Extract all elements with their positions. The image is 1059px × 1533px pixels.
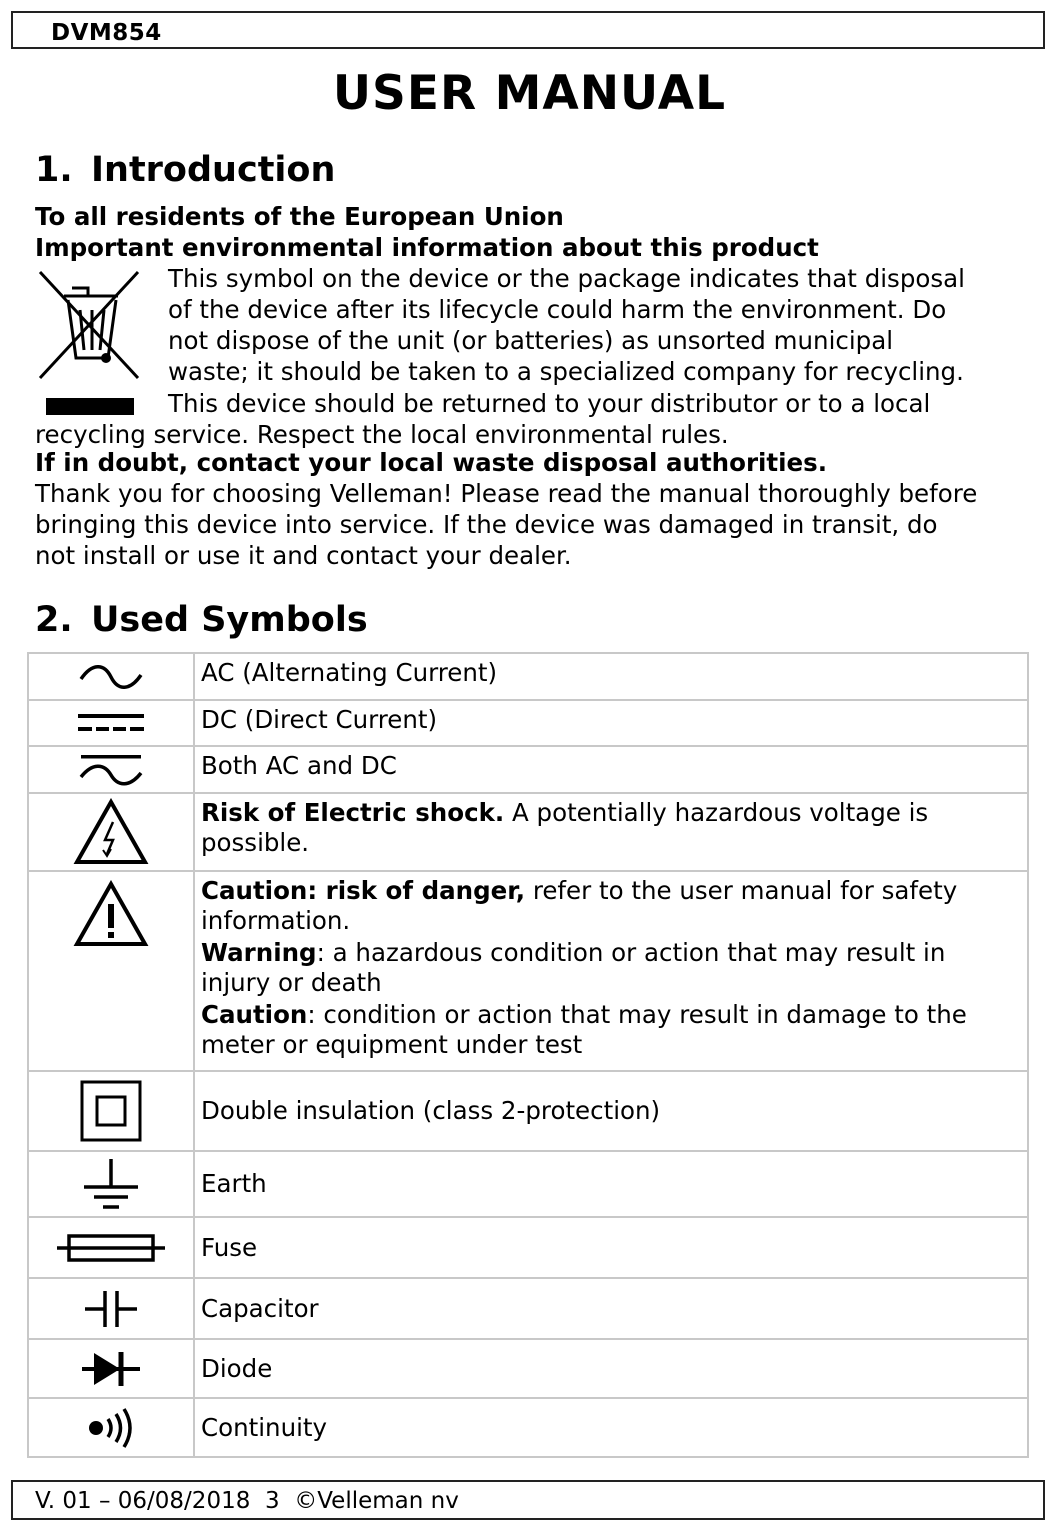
thanks-line: bringing this device into service. If the device was damaged in transit, do [35, 510, 938, 539]
doubt-line: If in doubt, contact your local waste disposal authorities. [35, 448, 828, 477]
symbol-bold-label: Caution: risk of danger, [201, 876, 526, 905]
table-row [28, 1339, 1028, 1398]
continuity-icon [86, 1407, 136, 1449]
weee-text-line: not dispose of the unit (or batteries) as unsorted municipal [168, 326, 894, 355]
section-number: 1. [35, 150, 73, 190]
symbols-table [27, 652, 1029, 1458]
symbol-description [194, 793, 1028, 871]
symbol-cell [28, 793, 194, 871]
symbol-text: refer to the user manual for safety information. [201, 876, 958, 935]
double-insulation-icon [80, 1080, 142, 1142]
symbol-cell [28, 871, 194, 1071]
symbol-cell [28, 1278, 194, 1339]
symbol-description: Fuse [194, 1217, 1028, 1278]
weee-text-line: waste; it should be taken to a specialized company for recycling. [168, 357, 964, 386]
fuse-icon [55, 1231, 167, 1265]
env-info-line: Important environmental information about this product [35, 233, 819, 262]
section-title: Introduction [91, 150, 336, 190]
footer-box [11, 1480, 1045, 1520]
section-1-heading [35, 150, 335, 190]
symbol-cell [28, 1151, 194, 1217]
table-row [28, 1151, 1028, 1217]
symbol-description: Double insulation (class 2-protection) [194, 1071, 1028, 1151]
symbol-description: Diode [194, 1339, 1028, 1398]
section-number: 2. [35, 600, 73, 640]
symbol-description: AC (Alternating Current) [194, 653, 1028, 700]
weee-text-line: This device should be returned to your distributor or to a local [168, 389, 931, 418]
table-row [28, 653, 1028, 700]
table-row [28, 793, 1028, 871]
ac-dc-icon [78, 753, 144, 787]
symbol-description: DC (Direct Current) [194, 700, 1028, 746]
symbol-description: Both AC and DC [194, 746, 1028, 793]
weee-text-tail: recycling service. Respect the local environmental rules. [35, 420, 729, 449]
symbol-cell [28, 700, 194, 746]
table-row [28, 1278, 1028, 1339]
symbol-description: Capacitor [194, 1278, 1028, 1339]
table-row [28, 871, 1028, 1071]
electric-shock-icon [73, 798, 149, 866]
diode-icon [80, 1349, 142, 1389]
caution-paragraph [201, 876, 1021, 936]
symbol-cell [28, 1398, 194, 1457]
caution-text: : condition or action that may result in damage to the meter or equipment under test [201, 1000, 967, 1059]
symbol-cell [28, 746, 194, 793]
section-2-heading [35, 600, 368, 640]
caution-note-paragraph [201, 1000, 1021, 1060]
table-row [28, 1071, 1028, 1151]
symbol-cell [28, 653, 194, 700]
weee-text-line: of the device after its lifecycle could harm the environment. Do [168, 295, 947, 324]
page-title: USER MANUAL [332, 66, 727, 121]
model-name: DVM854 [51, 20, 162, 46]
warning-label: Warning [201, 938, 317, 967]
ac-icon [78, 665, 144, 689]
symbol-description: Continuity [194, 1398, 1028, 1457]
symbol-bold-label: Risk of Electric shock. [201, 798, 505, 827]
symbol-description: Earth [194, 1151, 1028, 1217]
table-row [28, 700, 1028, 746]
symbol-cell [28, 1217, 194, 1278]
warning-text: : a hazardous condition or action that may result in injury or death [201, 938, 946, 997]
eu-residents-line: To all residents of the European Union [35, 202, 564, 231]
symbol-description [194, 871, 1028, 1071]
section-title: Used Symbols [91, 600, 368, 640]
earth-icon [80, 1157, 142, 1211]
thanks-line: not install or use it and contact your dealer. [35, 541, 572, 570]
header-box [11, 11, 1045, 49]
symbol-cell [28, 1339, 194, 1398]
dc-icon [76, 711, 146, 735]
weee-bin-icon [36, 268, 146, 420]
table-row [28, 1398, 1028, 1457]
caution-label: Caution [201, 1000, 308, 1029]
caution-icon [73, 880, 149, 948]
symbol-text: A potentially hazardous voltage is possible. [201, 798, 929, 857]
table-row [28, 1217, 1028, 1278]
table-row [28, 746, 1028, 793]
symbol-cell [28, 1071, 194, 1151]
weee-text-line: This symbol on the device or the package indicates that disposal [168, 264, 965, 293]
capacitor-icon [83, 1289, 139, 1329]
thanks-line: Thank you for choosing Velleman! Please read the manual thoroughly before [35, 479, 978, 508]
footer-text: V. 01 – 06/08/2018 3 ©Velleman nv [35, 1488, 459, 1514]
warning-paragraph [201, 938, 1021, 998]
